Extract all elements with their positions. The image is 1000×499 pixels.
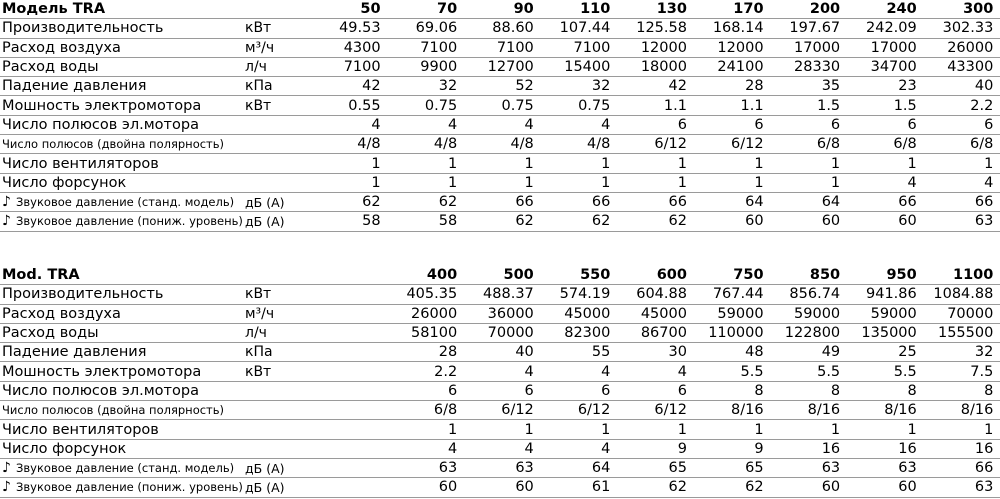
table-cell: 1 <box>677 174 687 191</box>
table-cell: 8 <box>984 382 994 399</box>
table-cell: 1 <box>447 421 458 438</box>
table-cell: 62 <box>515 213 534 230</box>
table-row <box>0 193 1000 212</box>
table-row <box>0 77 1000 96</box>
table-cell: 8 <box>754 382 764 399</box>
row-label: Расход воздуха <box>2 39 121 56</box>
table-cell: 32 <box>974 344 994 361</box>
table-cell: 2.2 <box>434 363 458 380</box>
table-cell: 941.86 <box>866 286 917 303</box>
row-unit: л/ч <box>245 59 267 76</box>
row-label-cell <box>0 441 245 457</box>
table-cell: 1 <box>601 174 611 191</box>
table-cell: 4 <box>601 363 611 380</box>
model-column-header: 950 <box>886 267 917 284</box>
table-cell: 1 <box>830 155 841 172</box>
table-cell: 767.44 <box>712 286 764 303</box>
table-cell: 405.35 <box>406 286 458 303</box>
table-cell: 1 <box>984 421 994 438</box>
table-cell: 1 <box>830 421 841 438</box>
table-cell: 6/12 <box>654 402 687 419</box>
table-cell: 60 <box>821 479 841 496</box>
row-label-cell <box>0 78 245 94</box>
table-cell: 49.53 <box>339 20 381 37</box>
table-cell: 6 <box>907 116 917 133</box>
table-cell: 15400 <box>564 59 611 76</box>
model-column-header: 110 <box>580 1 611 18</box>
row-label: Расход воды <box>2 325 99 342</box>
table-cell: 34700 <box>870 59 917 76</box>
row-label-cell <box>0 422 245 438</box>
row-label: Производительность <box>2 286 164 303</box>
table-cell: 5.5 <box>893 363 917 380</box>
table-row <box>0 459 1000 478</box>
table-cell: 302.33 <box>942 20 994 37</box>
row-label: Звуковое давление (станд. модель) <box>16 461 235 476</box>
row-unit: м³/ч <box>245 39 275 56</box>
table-cell: 4 <box>601 116 611 133</box>
table-cell: 8/16 <box>807 402 841 419</box>
table-row <box>0 116 1000 135</box>
table-cell: 6 <box>984 116 994 133</box>
table-cell: 16 <box>898 440 917 457</box>
table-cell: 9 <box>754 440 764 457</box>
model-title: Модель TRA <box>2 1 106 18</box>
table-cell: 6/8 <box>433 402 458 419</box>
table-cell: 16 <box>974 440 994 457</box>
row-label: Производительность <box>2 20 164 37</box>
music-note-icon: ♪ <box>2 479 11 496</box>
table-cell: 35 <box>821 78 841 95</box>
row-label-cell <box>0 325 245 341</box>
music-note-icon: ♪ <box>2 460 11 477</box>
row-unit: кВт <box>245 97 272 114</box>
table-cell: 1 <box>677 421 687 438</box>
table-cell: 32 <box>591 78 611 95</box>
table-cell: 24100 <box>717 59 764 76</box>
table-row <box>0 154 1000 173</box>
row-label: Число полюсов (двойна полярность) <box>2 137 225 152</box>
table-cell: 1.1 <box>663 97 687 114</box>
table-cell: 8/16 <box>884 402 917 419</box>
row-label-cell <box>0 175 245 191</box>
table-cell: 0.55 <box>348 97 381 114</box>
table-cell: 28330 <box>794 59 841 76</box>
model-column-header: 750 <box>733 267 764 284</box>
table-cell: 62 <box>668 479 687 496</box>
table-row <box>0 440 1000 459</box>
table-cell: 0.75 <box>578 97 611 114</box>
table-cell: 1 <box>754 421 764 438</box>
table-row <box>0 285 1000 304</box>
table-cell: 4 <box>601 440 611 457</box>
table-cell: 6 <box>830 116 841 133</box>
table-cell: 5.5 <box>817 363 841 380</box>
row-label: Число форсунок <box>2 174 127 191</box>
table-cell: 61 <box>591 479 611 496</box>
row-label: Число полюсов эл.мотора <box>2 382 199 399</box>
table-cell: 1 <box>447 155 458 172</box>
table-cell: 4 <box>447 440 458 457</box>
table-cell: 5.5 <box>740 363 764 380</box>
table-row <box>0 212 1000 231</box>
table-row <box>0 478 1000 497</box>
row-label-cell <box>0 479 245 495</box>
row-label: Мошность электромотора <box>2 97 202 114</box>
model-column-header: 50 <box>360 1 381 18</box>
model-column-header: 500 <box>503 267 534 284</box>
row-label-cell <box>0 403 245 417</box>
table-cell: 88.60 <box>492 20 534 37</box>
row-label-cell <box>0 460 245 476</box>
table-cell: 66 <box>591 194 611 211</box>
table-cell: 1 <box>601 155 611 172</box>
table-cell: 6/12 <box>577 402 611 419</box>
row-label-cell <box>0 98 245 114</box>
table-cell: 86700 <box>640 325 687 342</box>
table-cell: 6/8 <box>816 136 841 153</box>
table-cell: 6/12 <box>731 136 764 153</box>
table-cell: 28 <box>745 78 764 95</box>
table-cell: 12700 <box>487 59 534 76</box>
row-label: Звуковое давление (станд. модель) <box>16 195 235 210</box>
table-cell: 62 <box>591 213 611 230</box>
model-column-header: 400 <box>426 267 458 284</box>
table-cell: 2.2 <box>970 97 994 114</box>
table-row <box>0 19 1000 38</box>
table-row <box>0 58 1000 77</box>
table-cell: 58 <box>362 213 381 230</box>
row-label-cell <box>0 383 245 399</box>
table-cell: 8/16 <box>731 402 764 419</box>
row-label: Падение давления <box>2 344 147 361</box>
table-cell: 1 <box>371 174 381 191</box>
table-header-row <box>0 266 1000 285</box>
table-cell: 64 <box>591 460 611 477</box>
row-label: Число полюсов (двойна полярность) <box>2 403 225 418</box>
table-cell: 4 <box>524 440 534 457</box>
row-unit: л/ч <box>245 325 267 342</box>
table-cell: 70000 <box>947 305 994 322</box>
model-column-header: 200 <box>809 1 841 18</box>
table-row <box>0 324 1000 343</box>
model-title: Mod. TRA <box>2 267 80 284</box>
table-cell: 4/8 <box>357 136 381 153</box>
table-cell: 4/8 <box>510 136 534 153</box>
row-label-cell <box>0 40 245 56</box>
table-cell: 168.14 <box>712 20 764 37</box>
table-row <box>0 382 1000 401</box>
table-row <box>0 343 1000 362</box>
table-cell: 4 <box>524 363 534 380</box>
table-cell: 26000 <box>947 39 994 56</box>
table-cell: 62 <box>668 213 687 230</box>
table-cell: 70000 <box>487 325 534 342</box>
spec-table-2 <box>0 266 1000 498</box>
table-cell: 65 <box>745 460 764 477</box>
table-cell: 856.74 <box>789 286 841 303</box>
row-label-cell <box>0 59 245 75</box>
table-cell: 8/16 <box>960 402 994 419</box>
table-cell: 16 <box>821 440 841 457</box>
row-unit: дБ (А) <box>245 479 285 495</box>
table-cell: 6 <box>447 382 458 399</box>
row-label-cell <box>0 20 245 36</box>
table-cell: 63 <box>974 213 994 230</box>
table-cell: 1.5 <box>817 97 841 114</box>
table-cell: 60 <box>821 213 841 230</box>
table-cell: 1.1 <box>740 97 764 114</box>
row-label: Расход воздуха <box>2 305 121 322</box>
table-cell: 1 <box>524 155 534 172</box>
table-cell: 6 <box>524 382 534 399</box>
table-cell: 66 <box>668 194 687 211</box>
table-cell: 0.75 <box>501 97 534 114</box>
row-label: Число вентиляторов <box>2 421 159 438</box>
table-cell: 12000 <box>640 39 687 56</box>
table-cell: 1 <box>984 155 994 172</box>
music-note-icon: ♪ <box>2 194 11 211</box>
table-cell: 155500 <box>937 325 994 342</box>
table-cell: 40 <box>515 344 534 361</box>
table-cell: 6/8 <box>970 136 994 153</box>
table-cell: 63 <box>438 460 458 477</box>
table-cell: 12000 <box>717 39 764 56</box>
table-row <box>0 174 1000 193</box>
table-cell: 6/12 <box>501 402 534 419</box>
model-column-header: 600 <box>656 267 687 284</box>
table-cell: 62 <box>362 194 381 211</box>
music-note-icon: ♪ <box>2 213 11 230</box>
table-cell: 62 <box>745 479 764 496</box>
table-cell: 60 <box>745 213 764 230</box>
table-cell: 1 <box>677 155 687 172</box>
row-unit: кПа <box>245 344 273 361</box>
table-cell: 63 <box>515 460 534 477</box>
model-column-header: 170 <box>733 1 764 18</box>
table-cell: 66 <box>974 194 994 211</box>
table-cell: 4 <box>907 174 917 191</box>
table-cell: 1 <box>524 174 534 191</box>
row-label: Расход воды <box>2 59 99 76</box>
table-cell: 1 <box>601 421 611 438</box>
row-label: Число вентиляторов <box>2 155 159 172</box>
table-cell: 6/8 <box>893 136 917 153</box>
table-cell: 135000 <box>861 325 917 342</box>
table-cell: 6 <box>601 382 611 399</box>
model-column-header: 1100 <box>952 267 994 284</box>
model-column-header: 70 <box>437 1 458 18</box>
table-cell: 6 <box>754 116 764 133</box>
table-cell: 1 <box>907 421 917 438</box>
table-cell: 49 <box>821 344 841 361</box>
table-cell: 60 <box>438 479 458 496</box>
table-cell: 52 <box>515 78 534 95</box>
spec-table-1 <box>0 0 1000 232</box>
table-cell: 18000 <box>640 59 687 76</box>
table-cell: 64 <box>821 194 841 211</box>
table-row <box>0 401 1000 420</box>
table-cell: 4300 <box>343 39 381 56</box>
model-column-header: 300 <box>963 1 994 18</box>
table-cell: 197.67 <box>789 20 841 37</box>
table-cell: 43300 <box>947 59 994 76</box>
table-cell: 48 <box>745 344 764 361</box>
table-cell: 4/8 <box>587 136 611 153</box>
table-row <box>0 420 1000 439</box>
table-cell: 63 <box>898 460 917 477</box>
table-cell: 1 <box>907 155 917 172</box>
table-row <box>0 96 1000 115</box>
table-cell: 59000 <box>717 305 764 322</box>
table-cell: 36000 <box>487 305 534 322</box>
table-cell: 45000 <box>564 305 611 322</box>
table-cell: 66 <box>898 194 917 211</box>
row-unit: кПа <box>245 78 273 95</box>
table-cell: 64 <box>745 194 764 211</box>
table-cell: 4 <box>447 116 458 133</box>
table-cell: 8 <box>907 382 917 399</box>
table-cell: 45000 <box>640 305 687 322</box>
table-cell: 122800 <box>784 325 841 342</box>
table-cell: 125.58 <box>636 20 687 37</box>
table-cell: 4 <box>677 363 687 380</box>
table-cell: 17000 <box>870 39 917 56</box>
table-cell: 40 <box>974 78 994 95</box>
row-label-cell <box>0 364 245 380</box>
row-label-cell <box>0 306 245 322</box>
table-cell: 32 <box>438 78 458 95</box>
table-cell: 110000 <box>708 325 764 342</box>
table-cell: 59000 <box>794 305 841 322</box>
table-cell: 42 <box>362 78 381 95</box>
table-cell: 63 <box>974 479 994 496</box>
table-cell: 242.09 <box>866 20 917 37</box>
row-label: Число полюсов эл.мотора <box>2 116 199 133</box>
table-cell: 6 <box>677 116 687 133</box>
table-cell: 28 <box>438 344 458 361</box>
table-cell: 66 <box>515 194 534 211</box>
table-cell: 9 <box>677 440 687 457</box>
table-cell: 4 <box>371 116 381 133</box>
row-unit: м³/ч <box>245 305 275 322</box>
table-cell: 0.75 <box>424 97 458 114</box>
table-cell: 65 <box>668 460 687 477</box>
table-cell: 63 <box>821 460 841 477</box>
row-unit: кВт <box>245 363 272 380</box>
table-cell: 4/8 <box>433 136 458 153</box>
table-cell: 69.06 <box>415 20 458 37</box>
model-column-header: 850 <box>809 267 841 284</box>
table-cell: 59000 <box>870 305 917 322</box>
table-cell: 30 <box>668 344 687 361</box>
row-label: Мошность электромотора <box>2 363 202 380</box>
table-cell: 66 <box>974 460 994 477</box>
row-unit: кВт <box>245 20 272 37</box>
table-cell: 1 <box>447 174 458 191</box>
table-cell: 55 <box>591 344 611 361</box>
row-label: Падение давления <box>2 78 147 95</box>
table-cell: 17000 <box>794 39 841 56</box>
row-label: Звуковое давление (пониж. уровень) <box>16 214 243 229</box>
table-cell: 7100 <box>420 39 458 56</box>
row-unit: дБ (А) <box>245 194 285 210</box>
table-cell: 7100 <box>343 59 381 76</box>
table-cell: 1 <box>754 155 764 172</box>
table-cell: 6/12 <box>654 136 687 153</box>
table-cell: 82300 <box>564 325 611 342</box>
table-cell: 488.37 <box>483 286 534 303</box>
model-column-header: 90 <box>513 1 534 18</box>
table-cell: 604.88 <box>636 286 687 303</box>
table-cell: 60 <box>515 479 534 496</box>
table-header-row <box>0 0 1000 19</box>
row-label-cell <box>0 194 245 210</box>
row-label: Звуковое давление (пониж. уровень) <box>16 480 243 495</box>
table-cell: 58 <box>438 213 458 230</box>
model-column-header: 130 <box>656 1 687 18</box>
row-label-cell <box>0 156 245 172</box>
table-cell: 7100 <box>496 39 534 56</box>
table-cell: 4 <box>524 116 534 133</box>
model-column-header: 550 <box>580 267 611 284</box>
table-cell: 7100 <box>573 39 611 56</box>
table-cell: 60 <box>898 213 917 230</box>
table-cell: 6 <box>677 382 687 399</box>
row-label: Число форсунок <box>2 440 127 457</box>
row-unit: кВт <box>245 286 272 303</box>
table-cell: 23 <box>898 78 917 95</box>
row-label-cell <box>0 117 245 133</box>
model-column-header: 240 <box>886 1 917 18</box>
table-row <box>0 305 1000 324</box>
table-cell: 42 <box>668 78 687 95</box>
table-cell: 1.5 <box>893 97 917 114</box>
table-cell: 62 <box>438 194 458 211</box>
table-cell: 9900 <box>420 59 458 76</box>
table-cell: 58100 <box>411 325 458 342</box>
row-unit: дБ (А) <box>245 460 285 476</box>
table-cell: 574.19 <box>559 286 611 303</box>
table-row <box>0 362 1000 381</box>
table-row <box>0 135 1000 154</box>
table-cell: 26000 <box>411 305 458 322</box>
table-cell: 60 <box>898 479 917 496</box>
table-cell: 1084.88 <box>933 286 994 303</box>
table-cell: 107.44 <box>559 20 611 37</box>
row-label-cell <box>0 286 245 302</box>
row-label-cell <box>0 344 245 360</box>
row-label-cell <box>0 137 245 151</box>
row-label-cell <box>0 213 245 229</box>
row-unit: дБ (А) <box>245 213 285 229</box>
table-cell: 1 <box>524 421 534 438</box>
table-cell: 25 <box>898 344 917 361</box>
table-cell: 1 <box>754 174 764 191</box>
table-cell: 4 <box>984 174 994 191</box>
table-row <box>0 39 1000 58</box>
table-cell: 8 <box>830 382 841 399</box>
table-cell: 1 <box>371 155 381 172</box>
table-cell: 7.5 <box>970 363 994 380</box>
table-cell: 1 <box>830 174 841 191</box>
